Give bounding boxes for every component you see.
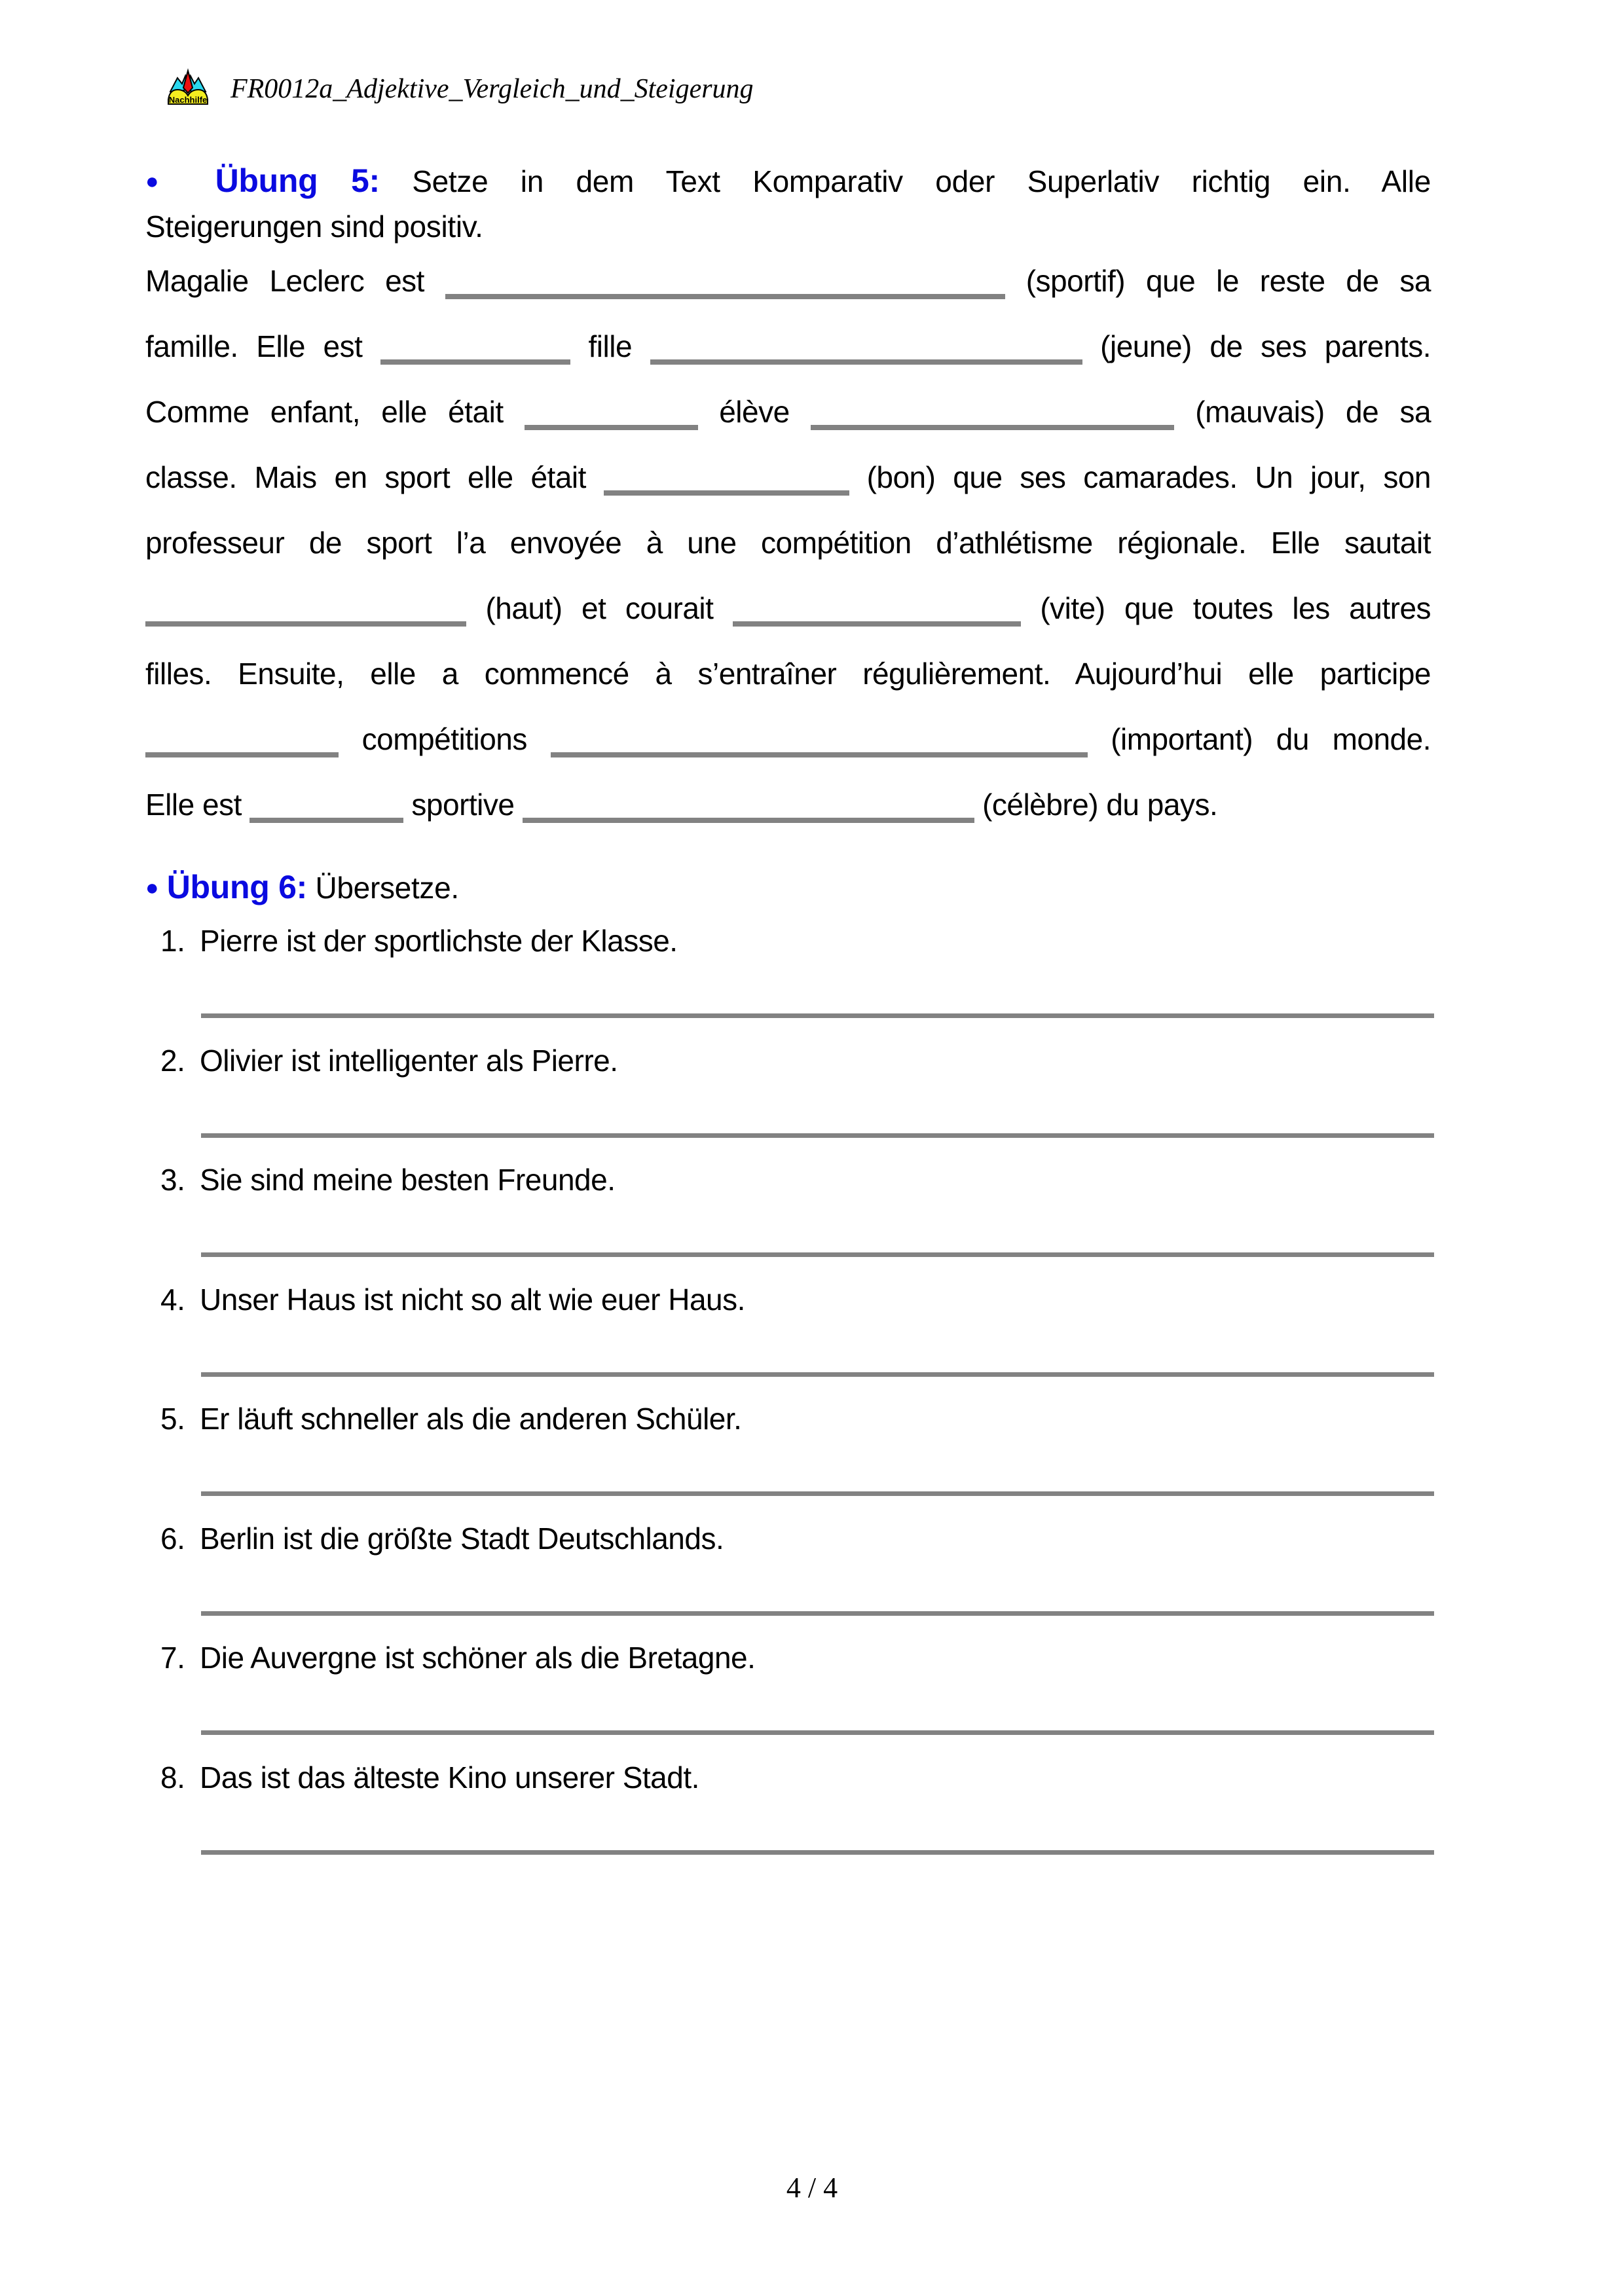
item-number: 7. bbox=[160, 1641, 185, 1675]
exercise6-item bbox=[160, 1519, 724, 1558]
exercise5-line: Magalie Leclerc est (sportif) que le reste de sa bbox=[145, 264, 1431, 298]
item-text: Die Auvergne ist schöner als die Bretagne. bbox=[200, 1641, 756, 1675]
item-text: Unser Haus ist nicht so alt wie euer Haus. bbox=[200, 1283, 745, 1317]
exercise5-label: Übung 5: bbox=[215, 162, 380, 199]
exercise5-line: Comme enfant, elle était élève (mauvais) de sa bbox=[145, 395, 1431, 429]
exercise5-line: filles. Ensuite, elle a commencé à s’entraîner régulièrement. Aujourd’hui elle participe bbox=[145, 657, 1431, 691]
logo-text: Nachhilfe bbox=[168, 95, 208, 105]
blank-underline bbox=[604, 471, 849, 496]
item-text: Das ist das älteste Kino unserer Stadt. bbox=[200, 1760, 699, 1795]
blank-underline bbox=[811, 405, 1174, 430]
exercise5-line: classe. Mais en sport elle était (bon) que ses camarades. Un jour, son bbox=[145, 460, 1431, 494]
nachhilfe-logo bbox=[166, 68, 210, 106]
exercise6-item bbox=[160, 1638, 755, 1677]
page-number: 4 / 4 bbox=[786, 2172, 838, 2204]
item-number: 1. bbox=[160, 924, 185, 958]
blank-underline bbox=[650, 340, 1082, 365]
item-text: Olivier ist intelligenter als Pierre. bbox=[200, 1044, 618, 1078]
logo-peak-icon bbox=[183, 71, 193, 93]
document-title: FR0012a_Adjektive_Vergleich_und_Steigerung bbox=[231, 74, 754, 104]
item-number: 5. bbox=[160, 1402, 185, 1436]
exercise6-item bbox=[160, 1280, 745, 1319]
answer-line bbox=[201, 1372, 1434, 1377]
exercise6-label: Übung 6: bbox=[166, 869, 307, 905]
item-text: Sie sind meine besten Freunde. bbox=[200, 1163, 616, 1197]
item-text: Berlin ist die größte Stadt Deutschlands. bbox=[200, 1522, 724, 1556]
exercise6-item bbox=[160, 1758, 699, 1797]
answer-line bbox=[201, 1252, 1434, 1257]
blank-underline bbox=[523, 798, 974, 823]
exercise5-instruction: Setze in dem Text Komparativ oder Superlativ richtig ein. Alle bbox=[412, 164, 1431, 198]
answer-line bbox=[201, 1133, 1434, 1138]
item-text: Pierre ist der sportlichste der Klasse. bbox=[200, 924, 678, 958]
blank-underline bbox=[525, 405, 698, 430]
blank-underline bbox=[445, 274, 1005, 299]
blank-underline bbox=[145, 733, 339, 757]
item-number: 4. bbox=[160, 1283, 185, 1317]
exercise5-heading-line1 bbox=[145, 158, 1431, 204]
blank-underline bbox=[551, 733, 1088, 757]
answer-line bbox=[201, 1730, 1434, 1735]
answer-line bbox=[201, 1850, 1434, 1855]
exercise5-line: compétitions (important) du monde. bbox=[145, 706, 1431, 772]
exercise5-heading-line2: Steigerungen sind positiv. bbox=[145, 210, 483, 244]
item-number: 2. bbox=[160, 1044, 185, 1078]
item-number: 8. bbox=[160, 1760, 185, 1795]
exercise5-heading bbox=[145, 158, 1431, 249]
answer-line bbox=[201, 1491, 1434, 1496]
exercise6-item bbox=[160, 921, 678, 960]
blank-underline bbox=[145, 602, 466, 627]
exercise6-heading bbox=[145, 864, 459, 910]
blank-underline bbox=[380, 340, 570, 365]
item-text: Er läuft schneller als die anderen Schüler. bbox=[200, 1402, 742, 1436]
answer-line bbox=[201, 1013, 1434, 1018]
exercise5-line: (haut) et courait (vite) que toutes les autres bbox=[145, 575, 1431, 641]
exercise5-line: famille. Elle est fille (jeune) de ses parents. bbox=[145, 329, 1431, 363]
exercise6-instruction: Übersetze. bbox=[315, 871, 459, 905]
exercise6-item bbox=[160, 1041, 618, 1080]
exercise5-line: professeur de sport l’a envoyée à une compétition d’athlétisme régionale. Elle sautait bbox=[145, 526, 1431, 560]
item-number: 6. bbox=[160, 1522, 185, 1556]
exercise6-item bbox=[160, 1399, 741, 1438]
exercise5-line: Elle est sportive (célèbre) du pays. bbox=[145, 788, 1218, 822]
bullet-icon: ● bbox=[145, 875, 159, 900]
blank-underline bbox=[249, 798, 403, 823]
blank-underline bbox=[733, 602, 1021, 627]
exercise6-item bbox=[160, 1160, 616, 1199]
item-number: 3. bbox=[160, 1163, 185, 1197]
bullet-icon: ● bbox=[145, 169, 183, 194]
answer-line bbox=[201, 1611, 1434, 1616]
